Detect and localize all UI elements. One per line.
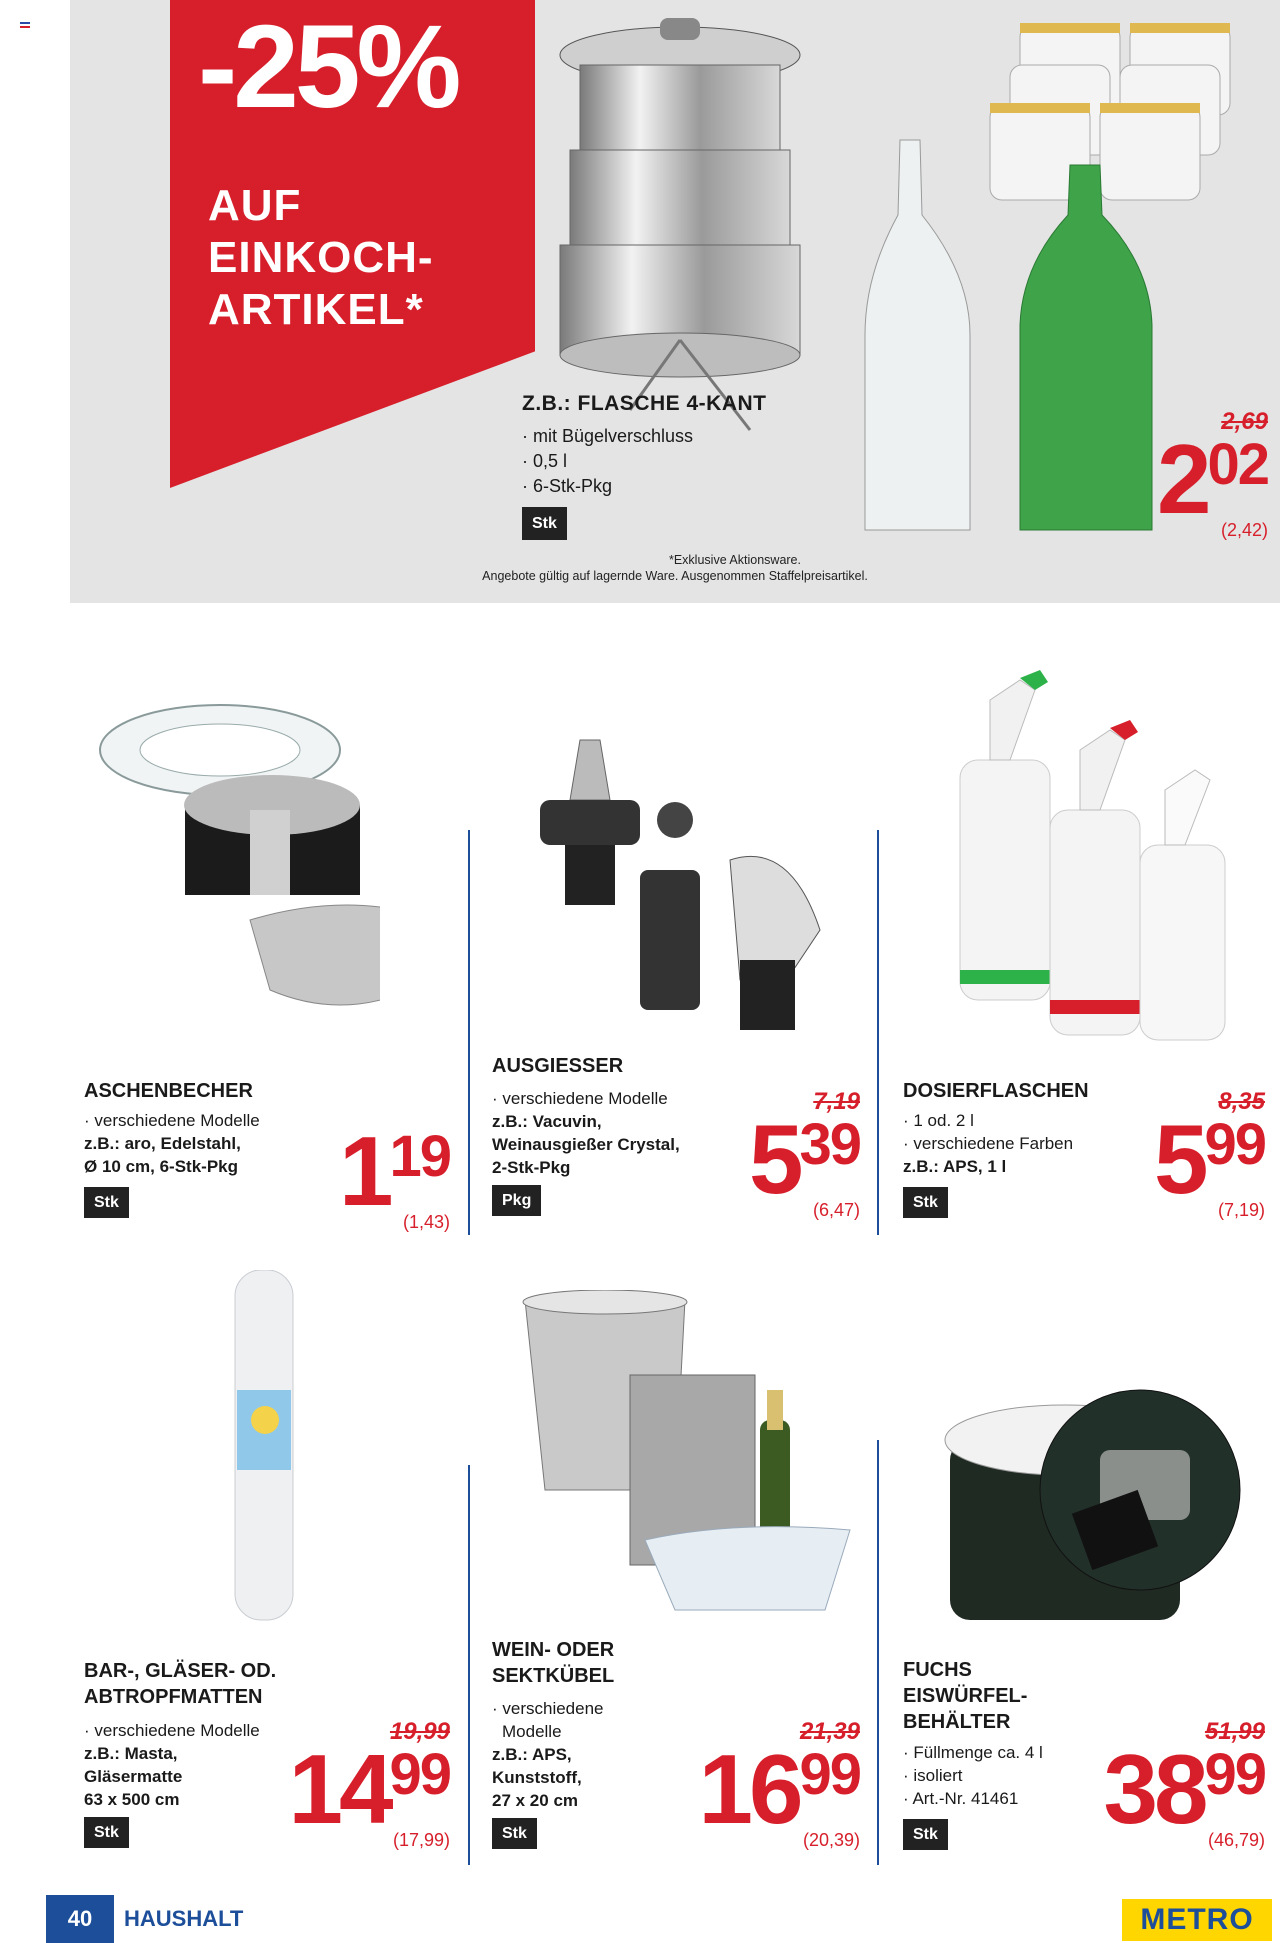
product-description: · verschiedene Modelle z.B.: APS, Kunststoff, 27 x 20 cm Stk: [492, 1697, 604, 1849]
product-description: · verschiedene Modelle z.B.: Vacuvin, Weinausgießer Crystal, 2-Stk-Pkg Pkg: [492, 1087, 680, 1216]
column-divider: [877, 830, 879, 1235]
product-title: BAR-, GLÄSER- OD. ABTROPFMATTEN: [84, 1660, 277, 1708]
old-price: 8,35: [1218, 1088, 1265, 1115]
discount-flag: [170, 0, 535, 488]
gross-price: (17,99): [392, 1830, 450, 1850]
discount-value: -25%: [198, 1, 458, 133]
unit-badge: Stk: [84, 1187, 129, 1218]
product-price: [650, 1718, 860, 1851]
price-decimal: 02: [1207, 432, 1268, 497]
price-decimal: 99: [1204, 1112, 1265, 1177]
ashtray-image: [90, 690, 380, 1030]
wine-cooler-image: [505, 1290, 865, 1620]
promo-banner: [70, 0, 1280, 603]
product-title: AUSGIESSER: [492, 1055, 624, 1077]
old-price: 21,39: [799, 1718, 860, 1745]
banner-fineprint: *Exklusive Aktionsware. Angebote gültig auf lagernde Ware. Ausgenommen Staffelpreisartikel.: [482, 553, 868, 583]
product-price: [280, 1098, 450, 1233]
price-integer: 38: [1103, 1734, 1205, 1844]
price-decimal: 99: [799, 1742, 860, 1807]
gross-price: (6,47): [812, 1200, 860, 1220]
banner-product-bullets: · mit Bügelverschluss · 0,5 l · 6-Stk-Pkg Stk: [522, 424, 693, 540]
product-title: DOSIERFLASCHEN: [903, 1080, 1089, 1102]
unit-badge: Pkg: [492, 1185, 541, 1216]
column-divider: [468, 1465, 470, 1865]
dosing-bottles-image: [940, 670, 1240, 1050]
gross-price: (1,43): [402, 1212, 450, 1232]
product-price: [690, 1088, 860, 1221]
price-integer: 1: [338, 1116, 390, 1226]
price-integer: 5: [1153, 1104, 1205, 1214]
old-price: 2,69: [1221, 408, 1268, 435]
price-integer: 2: [1156, 424, 1208, 534]
banner-product-title: Z.B.: FLASCHE 4-KANT: [522, 392, 767, 415]
unit-badge: Stk: [903, 1819, 948, 1850]
price-integer: 5: [748, 1104, 800, 1214]
price-decimal: 99: [389, 1742, 450, 1807]
gross-price: (2,42): [1220, 520, 1268, 540]
page-number: 40: [46, 1895, 114, 1943]
price-decimal: 99: [1204, 1742, 1265, 1807]
flag-icon: [20, 22, 30, 28]
page-footer: [0, 1895, 1280, 1943]
product-price: [1050, 1718, 1265, 1851]
product-description: · verschiedene Modelle z.B.: aro, Edelstahl, Ø 10 cm, 6-Stk-Pkg Stk: [84, 1109, 260, 1218]
ice-bucket-image: [920, 1380, 1250, 1630]
unit-badge: Stk: [492, 1818, 537, 1849]
old-price: 51,99: [1204, 1718, 1265, 1745]
banner-price: [1157, 408, 1268, 541]
gross-price: (7,19): [1217, 1200, 1265, 1220]
product-price: [240, 1718, 450, 1851]
price-integer: 16: [698, 1734, 800, 1844]
old-price: 7,19: [813, 1088, 860, 1115]
product-description: · Füllmenge ca. 4 l · isoliert · Art.-Nr. 41461 Stk: [903, 1741, 1043, 1850]
pourer-image: [520, 720, 850, 1030]
column-divider: [877, 1440, 879, 1865]
unit-badge: Stk: [903, 1187, 948, 1218]
product-title: FUCHS EISWÜRFEL- BEHÄLTER: [903, 1659, 1028, 1733]
product-title: ASCHENBECHER: [84, 1080, 253, 1102]
price-decimal: 19: [389, 1124, 450, 1189]
unit-badge: Stk: [84, 1817, 129, 1848]
column-divider: [468, 830, 470, 1235]
price-integer: 14: [288, 1734, 390, 1844]
product-description: · 1 od. 2 l · verschiedene Farben z.B.: APS, 1 l Stk: [903, 1109, 1073, 1218]
product-title: WEIN- ODER SEKTKÜBEL: [492, 1639, 615, 1687]
price-decimal: 39: [799, 1112, 860, 1177]
gross-price: (20,39): [802, 1830, 860, 1850]
product-description: · verschiedene Modelle z.B.: Masta, Gläsermatte 63 x 500 cm Stk: [84, 1719, 260, 1848]
gross-price: (46,79): [1207, 1830, 1265, 1850]
bar-mat-roll-image: [225, 1270, 305, 1630]
metro-logo: METRO: [1122, 1899, 1272, 1941]
section-title: HAUSHALT: [124, 1906, 244, 1931]
product-price: [1090, 1088, 1265, 1221]
discount-text: AUF EINKOCH- ARTIKEL*: [208, 181, 434, 334]
old-price: 19,99: [389, 1718, 450, 1745]
unit-badge: Stk: [522, 507, 567, 540]
